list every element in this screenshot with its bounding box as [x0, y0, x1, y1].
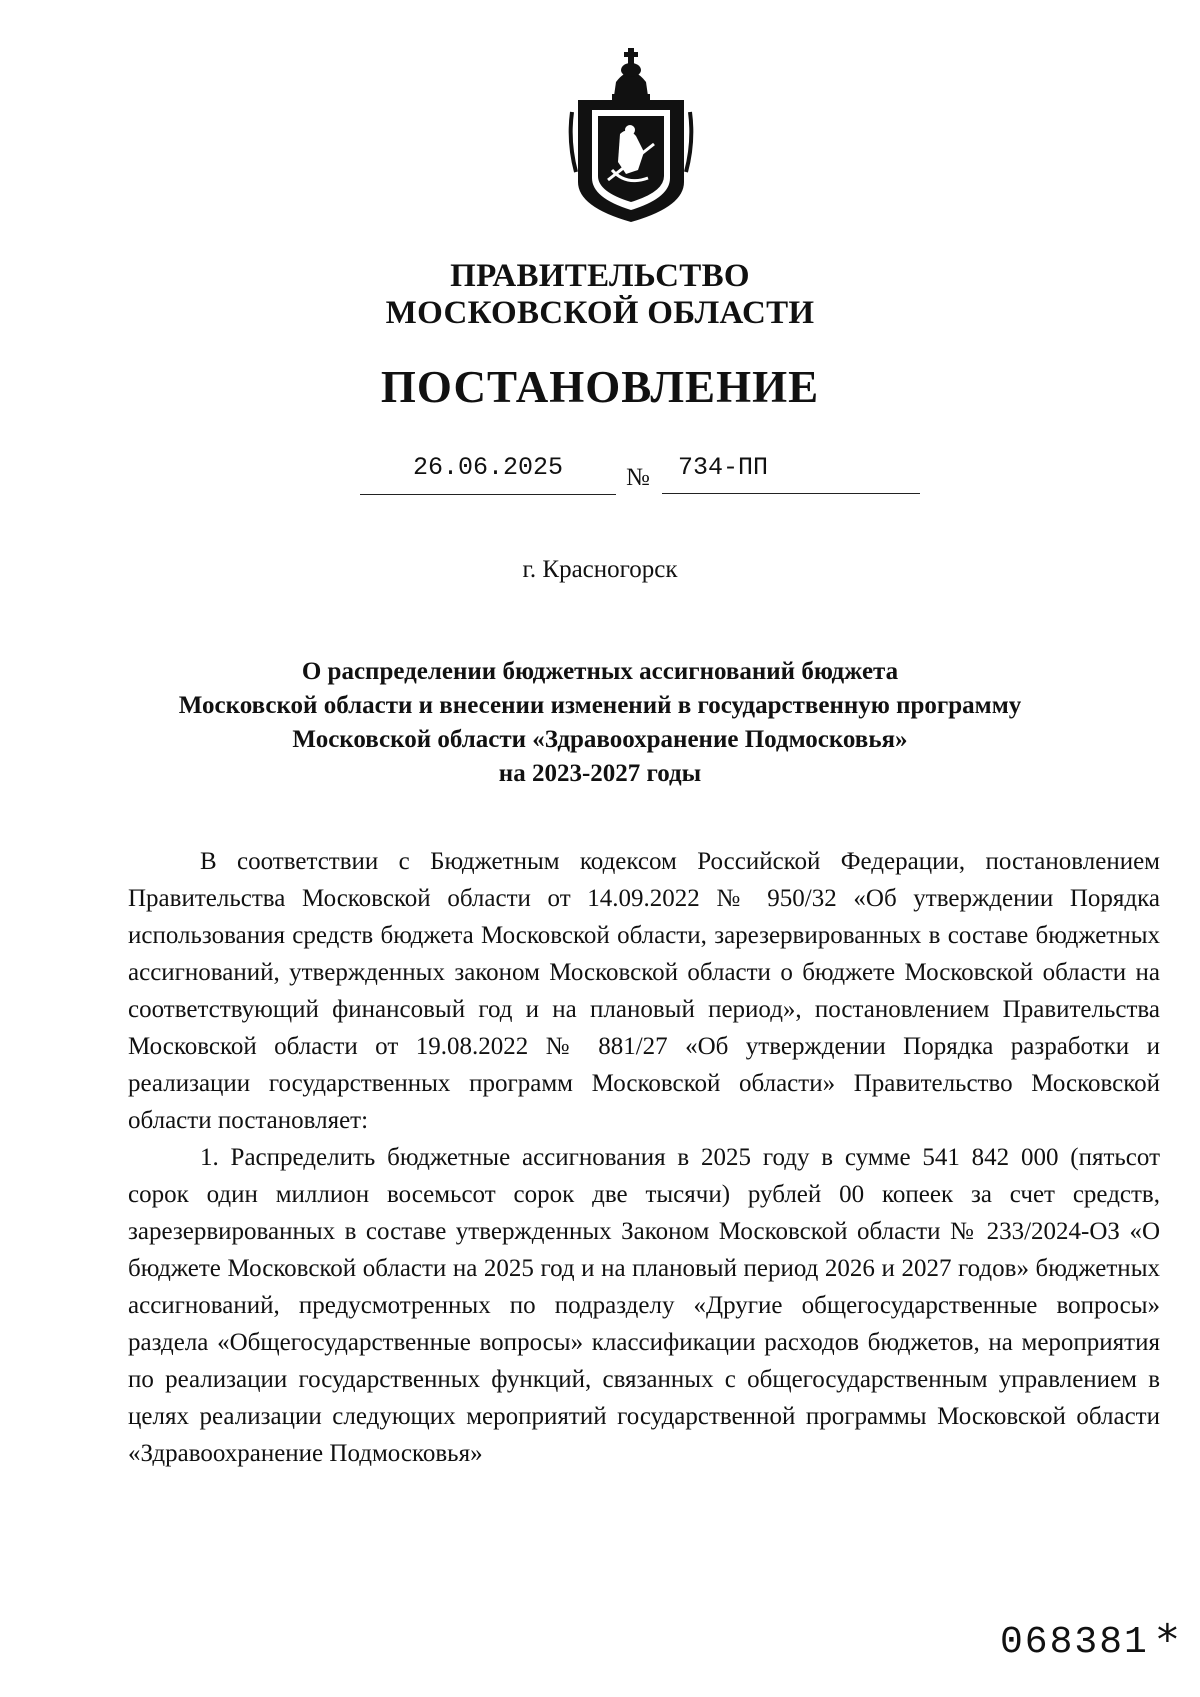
serial-number-stamp [1000, 1615, 1180, 1664]
government-line-1: ПРАВИТЕЛЬСТВО [450, 258, 750, 294]
government-name [0, 258, 1200, 332]
document-body [128, 843, 1160, 1472]
asterisk-mark: * [1156, 1615, 1180, 1664]
title-line-3: Московской области «Здравоохранение Подмосковья» [292, 726, 908, 753]
number-sign: № [626, 464, 650, 491]
document-title [0, 655, 1200, 791]
government-line-2: МОСКОВСКОЙ ОБЛАСТИ [385, 295, 815, 331]
serial-number: 068381 [1000, 1621, 1149, 1664]
coat-of-arms-icon [568, 42, 694, 225]
title-line-1: О распределении бюджетных ассигнований бюджета [301, 658, 899, 685]
document-number: 734-ПП [662, 448, 920, 494]
document-type: ПОСТАНОВЛЕНИЕ [380, 362, 820, 412]
city: г. Красногорск [522, 556, 678, 583]
title-line-2: Московской области и внесении изменений в государственную программу [178, 692, 1022, 719]
document-date: 26.06.2025 [360, 448, 616, 495]
body-paragraph-preamble: В соответствии с Бюджетным кодексом Российской Федерации, постановлением Правительства Московской области от 14.09.2022 № 950/32 «Об утверждении Порядка использования средств бюджета Московской области, зарезервированных в составе бюджетных ассигнований, утвержденных законом Московской области о бюджете Московской области на соответствующий финансовый год и на плановый период», постановлением Правительства Московской области от 19.08.2022 № 881/27 «Об утверждении Порядка разработки и реализации государственных программ Московской области» Правительство Московской области постановляет: [128, 848, 1160, 1134]
body-paragraph-item-1: 1. Распределить бюджетные ассигнования в 2025 году в сумме 541 842 000 (пятьсот сорок один миллион восемьсот сорок две тысячи) рублей 00 копеек за счет средств, зарезервированных в составе утвержденных Законом Московской области № 233/2024-ОЗ «О бюджете Московской области на 2025 год и на плановый период 2026 и 2027 годов» бюджетных ассигнований, предусмотренных по подразделу «Другие общегосударственные вопросы» раздела «Общегосударственные вопросы» классификации расходов бюджетов, на мероприятия по реализации государственных функций, связанных с общегосударственным управлением в целях реализации следующих мероприятий государственной программы Московской области «Здравоохранение Подмосковья» [128, 1144, 1160, 1467]
title-line-4: на 2023-2027 годы [498, 760, 702, 787]
